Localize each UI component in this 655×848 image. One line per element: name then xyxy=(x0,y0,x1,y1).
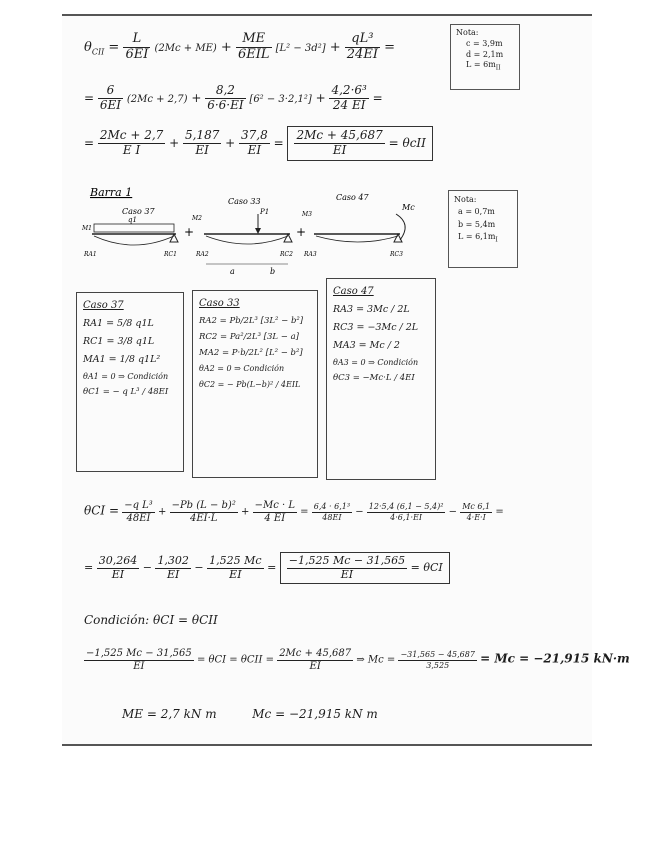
note-l: L = 6,1m xyxy=(458,232,496,242)
numerator: −Pb (L − b)² xyxy=(171,500,236,511)
numerator: 37,8 xyxy=(241,128,268,142)
term: [L² − 3d²] xyxy=(275,42,326,54)
numerator: −31,565 − 45,687 xyxy=(400,650,475,660)
note-c: c = 3,9m xyxy=(466,38,503,48)
numerator: −Mc · L xyxy=(254,500,295,511)
label-rc1: RC1 xyxy=(164,251,177,258)
note-title: Nota: xyxy=(456,28,479,37)
case-row: MA1 = 1/8 q1L² xyxy=(83,354,161,366)
support-2 xyxy=(284,234,292,242)
dim-a: a xyxy=(230,267,235,276)
barra-label: Barra 1 xyxy=(90,186,133,199)
final-mc: Mc = −21,915 kN m xyxy=(252,707,378,721)
numerator: 8,2 xyxy=(205,84,245,99)
case-row: θC3 = −Mc·L / 4EI xyxy=(333,373,415,384)
numerator: 1,525 Mc xyxy=(209,554,262,567)
denominator: E I xyxy=(122,142,141,157)
fraction xyxy=(205,84,245,113)
final-me: ME = 2,7 kN m xyxy=(122,707,217,721)
fraction xyxy=(207,555,263,581)
note-b: b = 5,4m xyxy=(458,219,496,229)
equation-theta-ci: θCI = $\frac{\text{−q L³}}{48EI}$ + $\frac{\text{−Pb (L − b)²}}{4EI\cdot L}$ + $\frac{-Mc \cdot L}{4 EI}$ = $\frac{\text{6,4 · 6,1³}}{48EI}$ − $\frac{\text{12·5,4 (6,1 − 5,4)²}}{4\cdot 6,1\cdot EI}$ − $\frac{Mc 6,1}{4\cdot E\cdot I}$ = xyxy=(84,500,504,524)
beam-diagram xyxy=(80,184,420,280)
equality-chain: = θCI = θCII = xyxy=(196,654,274,666)
implies: ⇒ Mc = xyxy=(356,654,396,666)
case-row: θC2 = − Pb(L−b)² / 4EIL xyxy=(199,379,301,389)
case-row: RA1 = 5/8 q1L xyxy=(83,318,154,329)
note-d: d = 2,1m xyxy=(466,49,504,59)
case-row: RC3 = −3Mc / 2L xyxy=(333,322,419,334)
fraction xyxy=(97,555,140,581)
numerator: L xyxy=(123,32,150,48)
numerator: 12·5,4 (6,1 − 5,4)² xyxy=(368,502,444,512)
numerator: 30,264 xyxy=(98,554,138,567)
denominator: 4EI·L xyxy=(189,512,218,524)
moment-label: Mc xyxy=(402,203,415,212)
fraction xyxy=(84,648,194,672)
support-3 xyxy=(394,234,402,242)
label-rc3: RC3 xyxy=(390,251,403,258)
condition-label: Condición: xyxy=(84,613,150,627)
mc-result: = Mc = −21,915 kN·m xyxy=(480,651,630,666)
numerator: −q L³ xyxy=(124,500,153,511)
result-box-2 xyxy=(280,552,450,584)
case-47-box xyxy=(326,278,436,480)
case-33-box xyxy=(192,290,318,478)
case-row: RC2 = Pa²/2L³ [3L − a] xyxy=(199,332,299,343)
case-title: Caso 47 xyxy=(333,286,374,297)
fraction xyxy=(155,555,191,581)
numerator: 1,302 xyxy=(157,554,189,567)
label-m2: M2 xyxy=(192,215,202,222)
deflection-3 xyxy=(316,236,398,242)
fraction xyxy=(277,648,353,672)
numerator: 2Mc + 2,7 xyxy=(99,128,164,142)
fraction xyxy=(294,129,384,158)
equation-line-2: = $\frac{6}{6EI}$ (2Mc + 2,7) + $\frac{8,2}{6\cdot 6\cdot EI}$ [6² − 3·2,1²] + $\frac{\text{4,2·6³}}{24 EI}$ = xyxy=(84,83,383,112)
label-ra2: RA2 xyxy=(196,251,209,258)
note-l-row xyxy=(454,231,512,245)
theta-symbol: θ xyxy=(84,39,92,55)
term: (2Mc + 2,7) xyxy=(126,93,188,105)
case-row: MA2 = P·b/2L² [L² − b²] xyxy=(199,348,303,359)
case-row: θA3 = 0 ⇒ Condición xyxy=(333,358,419,368)
label-m3: M3 xyxy=(302,211,312,218)
equation-theta-cii: $\theta_{CII}$ = $\frac{L}{6EI}$ (2Mc + ME) + $\frac{ME}{\text{6EIL}}$ [L² − 3d²] + $\frac{\text{qL³}}{24EI}$ = xyxy=(84,31,395,62)
denominator: EI xyxy=(309,660,321,672)
case-title: Caso 37 xyxy=(83,300,124,311)
fraction xyxy=(122,500,155,524)
numerator: −1,525 Mc − 31,565 xyxy=(86,648,192,659)
fraction xyxy=(236,32,272,63)
numerator: 6,4 · 6,1³ xyxy=(313,502,351,512)
fraction xyxy=(312,502,352,521)
label-m1: M1 xyxy=(82,225,92,232)
denominator: EI xyxy=(167,567,180,581)
numerator: −1,525 Mc − 31,565 xyxy=(288,554,406,567)
denominator: EI xyxy=(111,567,125,581)
note-l: L = 6m xyxy=(466,60,496,70)
result-box-1 xyxy=(287,126,432,161)
numerator: 2Mc + 45,687 xyxy=(296,128,383,142)
denominator: 6EI xyxy=(125,46,149,62)
numerator: 5,187 xyxy=(184,128,220,142)
term: [6² − 3·2,1²] xyxy=(249,93,312,105)
numerator: ME xyxy=(236,32,272,48)
plus-1: + xyxy=(184,225,195,239)
note-title: Nota: xyxy=(454,195,477,204)
denominator: EI xyxy=(229,567,242,581)
numerator: 4,2·6³ xyxy=(331,83,367,97)
distributed-load xyxy=(94,224,174,232)
term: (2Mc + ME) xyxy=(154,42,217,54)
plus-2: + xyxy=(296,225,307,239)
note-l-row xyxy=(456,60,514,73)
fraction xyxy=(98,129,165,158)
fraction xyxy=(253,500,297,524)
equals: = xyxy=(108,39,120,55)
fraction xyxy=(345,32,380,63)
case-title: Caso 33 xyxy=(199,298,240,309)
load-p: P1 xyxy=(260,208,270,216)
note-box-2 xyxy=(448,190,518,268)
equation-line-5: = $\frac{30,264}{EI}$ − $\frac{1,302}{EI}$ − $\frac{1,525 Mc}{EI}$ = $\frac{-1,525 Mc - 31,565}{EI}$ = θCI xyxy=(84,552,450,584)
case-37-box xyxy=(76,292,184,472)
lhs: θCI = xyxy=(84,503,120,518)
numerator: qL³ xyxy=(345,32,380,48)
denominator: EI xyxy=(340,567,354,581)
note-l-sub: I xyxy=(495,236,498,244)
final-results xyxy=(122,708,378,722)
result-label: = θCI xyxy=(410,561,443,575)
fraction xyxy=(239,129,270,158)
load-q: q1 xyxy=(128,216,137,224)
denominator: EI xyxy=(332,142,347,157)
fraction xyxy=(170,500,238,524)
numerator: 2Mc + 45,687 xyxy=(279,648,352,659)
fraction xyxy=(367,502,446,521)
caso47-diagram-label: Caso 47 xyxy=(336,193,369,202)
fraction xyxy=(98,84,123,113)
caso37-diagram-label: Caso 37 xyxy=(122,207,155,216)
label-ra3: RA3 xyxy=(304,251,317,258)
equation-solve-mc xyxy=(84,648,630,672)
condition-expr: θCI = θCII xyxy=(153,613,218,627)
fraction xyxy=(329,84,368,113)
point-load-arrow xyxy=(255,228,261,234)
fraction xyxy=(287,555,407,581)
numerator: Mc 6,1 xyxy=(462,502,491,512)
case-row: RA3 = 3Mc / 2L xyxy=(333,304,410,315)
case-row: θA1 = 0 ⇒ Condición xyxy=(83,372,169,382)
note-a: a = 0,7m xyxy=(458,207,495,217)
note-box-1 xyxy=(450,24,520,90)
denominator: 6EI xyxy=(99,97,122,112)
numerator: 6 xyxy=(98,84,123,99)
note-l-sub: II xyxy=(495,64,501,72)
result-label: = θcII xyxy=(388,135,426,150)
denominator: 48EI xyxy=(126,512,151,524)
deflection-2 xyxy=(206,236,288,244)
denominator: EI xyxy=(133,660,145,672)
denominator: 4·6,1·EI xyxy=(390,512,423,522)
case-row: RA2 = Pb/2L³ [3L² − b²] xyxy=(199,316,304,326)
case-row: MA3 = Mc / 2 xyxy=(333,340,400,352)
caso33-diagram-label: Caso 33 xyxy=(228,197,261,206)
denominator: 48EI xyxy=(322,512,342,522)
denominator: 24 EI xyxy=(332,97,366,112)
theta-subscript: CII xyxy=(91,47,105,57)
fraction xyxy=(398,650,476,669)
case-row: θC1 = − q L³ / 48EI xyxy=(83,387,169,398)
equation-line-3: = $\frac{2Mc + 2,7}{\text{E I}}$ + $\frac{5,187}{EI}$ + $\frac{37,8}{EI}$ = $\frac{2Mc + 45,687}{EI}$ = θcII xyxy=(84,126,433,161)
case-row: θA2 = 0 ⇒ Condición xyxy=(199,364,285,374)
fraction xyxy=(123,32,150,63)
denominator: 4·E·I xyxy=(466,512,486,522)
label-ra1: RA1 xyxy=(84,251,97,258)
deflection-1 xyxy=(94,236,174,245)
dim-b: b xyxy=(270,267,276,276)
denominator: 24EI xyxy=(346,46,378,62)
denominator: 3,525 xyxy=(426,660,450,670)
fraction xyxy=(460,502,492,521)
fraction xyxy=(183,129,221,158)
case-row: RC1 = 3/8 q1L xyxy=(83,336,155,348)
denominator: 6·6·EI xyxy=(207,97,244,112)
denominator: 4 EI xyxy=(264,512,286,524)
condition-line xyxy=(84,614,218,628)
denominator: 6EIL xyxy=(237,46,270,62)
label-rc2: RC2 xyxy=(280,251,293,258)
denominator: EI xyxy=(247,142,262,157)
support-1 xyxy=(170,234,178,242)
denominator: EI xyxy=(195,142,209,157)
